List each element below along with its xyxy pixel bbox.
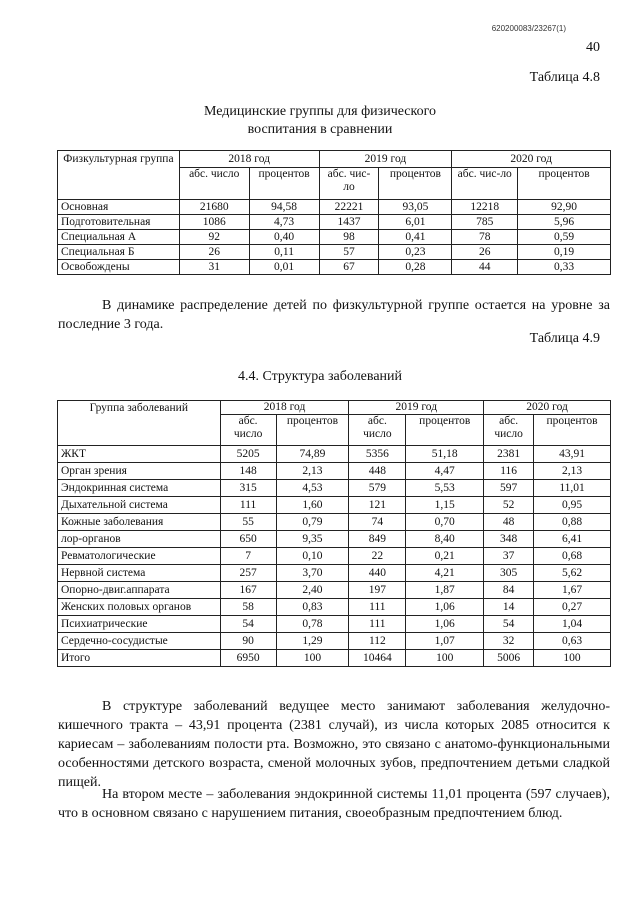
subheader-abs-2018: абс. число [179, 168, 249, 200]
column-header-2018: 2018 год [179, 151, 319, 168]
subheader-pct-2018: процентов [249, 168, 319, 200]
value-cell: 257 [220, 565, 276, 582]
value-cell: 121 [349, 497, 406, 514]
table-4-9-label: Таблица 4.9 [529, 331, 600, 346]
row-label-cell: Специальная А [58, 230, 180, 245]
section-title-disease-structure: 4.4. Структура заболеваний [237, 369, 403, 384]
value-cell: 112 [349, 633, 406, 650]
value-cell: 849 [349, 531, 406, 548]
value-cell: 148 [220, 463, 276, 480]
column-header-disease-group: Группа заболеваний [58, 401, 221, 446]
value-cell: 54 [484, 616, 534, 633]
row-label-cell: Психиатрические [58, 616, 221, 633]
value-cell: 94,58 [249, 200, 319, 215]
value-cell: 785 [452, 215, 518, 230]
value-cell: 5205 [220, 446, 276, 463]
table-4-9-body [58, 446, 611, 667]
subheader-pct-2020: процентов [534, 415, 611, 446]
value-cell: 0,70 [406, 514, 484, 531]
value-cell: 0,28 [379, 260, 452, 275]
table-row [58, 633, 611, 650]
value-cell: 90 [220, 633, 276, 650]
value-cell: 0,63 [534, 633, 611, 650]
value-cell: 48 [484, 514, 534, 531]
value-cell: 11,01 [534, 480, 611, 497]
value-cell: 0,68 [534, 548, 611, 565]
value-cell: 4,73 [249, 215, 319, 230]
value-cell: 22221 [319, 200, 379, 215]
value-cell: 197 [349, 582, 406, 599]
table-4-8-body [58, 200, 611, 275]
value-cell: 26 [179, 245, 249, 260]
table-row [58, 514, 611, 531]
table-row [58, 565, 611, 582]
row-label-cell: ЖКТ [58, 446, 221, 463]
value-cell: 3,70 [276, 565, 349, 582]
value-cell: 21680 [179, 200, 249, 215]
value-cell: 100 [406, 650, 484, 667]
table-4-8-title: Медицинские группы для физического воспитания в сравнении [204, 104, 436, 137]
value-cell: 5,96 [518, 215, 611, 230]
value-cell: 579 [349, 480, 406, 497]
subheader-pct-2020: процентов [518, 168, 611, 200]
value-cell: 100 [534, 650, 611, 667]
value-cell: 55 [220, 514, 276, 531]
value-cell: 58 [220, 599, 276, 616]
subheader-pct-2018: процентов [276, 415, 349, 446]
row-label-cell: Опорно-двиг.аппарата [58, 582, 221, 599]
value-cell: 14 [484, 599, 534, 616]
value-cell: 26 [452, 245, 518, 260]
table-row [58, 616, 611, 633]
value-cell: 0,83 [276, 599, 349, 616]
subheader-pct-2019: процентов [406, 415, 484, 446]
value-cell: 5006 [484, 650, 534, 667]
value-cell: 1,67 [534, 582, 611, 599]
row-label-cell: Ревматологические [58, 548, 221, 565]
value-cell: 4,53 [276, 480, 349, 497]
table-row [58, 650, 611, 667]
table-row [58, 480, 611, 497]
value-cell: 4,21 [406, 565, 484, 582]
value-cell: 6950 [220, 650, 276, 667]
row-label-cell: Орган зрения [58, 463, 221, 480]
table-row [58, 463, 611, 480]
value-cell: 0,79 [276, 514, 349, 531]
value-cell: 0,95 [534, 497, 611, 514]
value-cell: 5,53 [406, 480, 484, 497]
table-4-8 [57, 150, 611, 275]
value-cell: 6,01 [379, 215, 452, 230]
table-4-9 [57, 400, 611, 667]
table-row [58, 531, 611, 548]
subheader-abs-2019: абс. число [349, 415, 406, 446]
table-row [58, 230, 611, 245]
value-cell: 1,29 [276, 633, 349, 650]
value-cell: 1,07 [406, 633, 484, 650]
table-row [58, 497, 611, 514]
row-label-cell: лор-органов [58, 531, 221, 548]
paragraph-second-place: На втором месте – заболевания эндокринной системы 11,01 процента (597 случаев), что в основном связано с нарушением питания, своеобразным предпочтением блюд. [58, 787, 610, 821]
value-cell: 650 [220, 531, 276, 548]
table-row [58, 260, 611, 275]
value-cell: 0,19 [518, 245, 611, 260]
value-cell: 0,27 [534, 599, 611, 616]
value-cell: 448 [349, 463, 406, 480]
page-number: 40 [586, 40, 600, 55]
value-cell: 0,21 [406, 548, 484, 565]
value-cell: 2,13 [276, 463, 349, 480]
value-cell: 74,89 [276, 446, 349, 463]
row-label-cell: Нервной система [58, 565, 221, 582]
value-cell: 6,41 [534, 531, 611, 548]
subheader-abs-2020: абс. чис-ло [452, 168, 518, 200]
row-label-cell: Подготовительная [58, 215, 180, 230]
value-cell: 1,06 [406, 616, 484, 633]
value-cell: 111 [349, 616, 406, 633]
value-cell: 37 [484, 548, 534, 565]
row-label-cell: Кожные заболевания [58, 514, 221, 531]
value-cell: 440 [349, 565, 406, 582]
subheader-abs-2018: абс. число [220, 415, 276, 446]
value-cell: 111 [349, 599, 406, 616]
value-cell: 111 [220, 497, 276, 514]
value-cell: 1437 [319, 215, 379, 230]
column-header-2019: 2019 год [349, 401, 484, 415]
value-cell: 0,23 [379, 245, 452, 260]
row-label-cell: Освобождены [58, 260, 180, 275]
subheader-abs-2019: абс. чис-ло [319, 168, 379, 200]
value-cell: 74 [349, 514, 406, 531]
value-cell: 348 [484, 531, 534, 548]
value-cell: 2,13 [534, 463, 611, 480]
value-cell: 0,11 [249, 245, 319, 260]
column-header-group: Физкультурная группа [58, 151, 180, 200]
value-cell: 1,87 [406, 582, 484, 599]
value-cell: 100 [276, 650, 349, 667]
table-row [58, 200, 611, 215]
value-cell: 43,91 [534, 446, 611, 463]
value-cell: 0,10 [276, 548, 349, 565]
value-cell: 2381 [484, 446, 534, 463]
value-cell: 92,90 [518, 200, 611, 215]
value-cell: 0,40 [249, 230, 319, 245]
value-cell: 93,05 [379, 200, 452, 215]
column-header-2019: 2019 год [319, 151, 452, 168]
value-cell: 1086 [179, 215, 249, 230]
value-cell: 22 [349, 548, 406, 565]
value-cell: 5,62 [534, 565, 611, 582]
value-cell: 44 [452, 260, 518, 275]
paragraph-structure: В структуре заболеваний ведущее место занимают заболевания желудочно-кишечного тракта – 43,91 процента (2381 случай), из числа которых 2085 относится к кариесам – заболеваниям полости рта. Возможно, это связано с анатомо-функциональными особенностями детского возраста, сменой молочных зубов, предпочтением детьми сладкой пищей. [58, 699, 610, 790]
document-id: 620200083/23267(1) [491, 24, 566, 33]
value-cell: 98 [319, 230, 379, 245]
paragraph-dynamics: В динамике распределение детей по физкультурной группе остается на уровне за последние 3 года. [58, 298, 610, 332]
row-label-cell: Эндокринная система [58, 480, 221, 497]
value-cell: 1,15 [406, 497, 484, 514]
value-cell: 0,41 [379, 230, 452, 245]
value-cell: 92 [179, 230, 249, 245]
value-cell: 7 [220, 548, 276, 565]
value-cell: 9,35 [276, 531, 349, 548]
table-row [58, 215, 611, 230]
subheader-abs-2020: абс. число [484, 415, 534, 446]
value-cell: 0,88 [534, 514, 611, 531]
column-header-2020: 2020 год [452, 151, 611, 168]
value-cell: 31 [179, 260, 249, 275]
value-cell: 52 [484, 497, 534, 514]
subheader-pct-2019: процентов [379, 168, 452, 200]
value-cell: 167 [220, 582, 276, 599]
column-header-2020: 2020 год [484, 401, 611, 415]
value-cell: 10464 [349, 650, 406, 667]
value-cell: 597 [484, 480, 534, 497]
value-cell: 315 [220, 480, 276, 497]
value-cell: 51,18 [406, 446, 484, 463]
value-cell: 116 [484, 463, 534, 480]
value-cell: 5356 [349, 446, 406, 463]
value-cell: 1,04 [534, 616, 611, 633]
value-cell: 2,40 [276, 582, 349, 599]
table-row [58, 548, 611, 565]
value-cell: 57 [319, 245, 379, 260]
row-label-cell: Итого [58, 650, 221, 667]
table-row [58, 599, 611, 616]
row-label-cell: Дыхательной система [58, 497, 221, 514]
value-cell: 0,59 [518, 230, 611, 245]
row-label-cell: Специальная Б [58, 245, 180, 260]
table-row [58, 582, 611, 599]
row-label-cell: Сердечно-сосудистые [58, 633, 221, 650]
column-header-2018: 2018 год [220, 401, 349, 415]
value-cell: 78 [452, 230, 518, 245]
row-label-cell: Основная [58, 200, 180, 215]
table-4-8-label: Таблица 4.8 [529, 70, 600, 85]
value-cell: 4,47 [406, 463, 484, 480]
value-cell: 8,40 [406, 531, 484, 548]
value-cell: 1,60 [276, 497, 349, 514]
value-cell: 32 [484, 633, 534, 650]
table-row [58, 446, 611, 463]
value-cell: 54 [220, 616, 276, 633]
value-cell: 67 [319, 260, 379, 275]
value-cell: 12218 [452, 200, 518, 215]
value-cell: 0,01 [249, 260, 319, 275]
row-label-cell: Женских половых органов [58, 599, 221, 616]
value-cell: 0,78 [276, 616, 349, 633]
value-cell: 305 [484, 565, 534, 582]
value-cell: 84 [484, 582, 534, 599]
value-cell: 1,06 [406, 599, 484, 616]
table-row [58, 245, 611, 260]
value-cell: 0,33 [518, 260, 611, 275]
